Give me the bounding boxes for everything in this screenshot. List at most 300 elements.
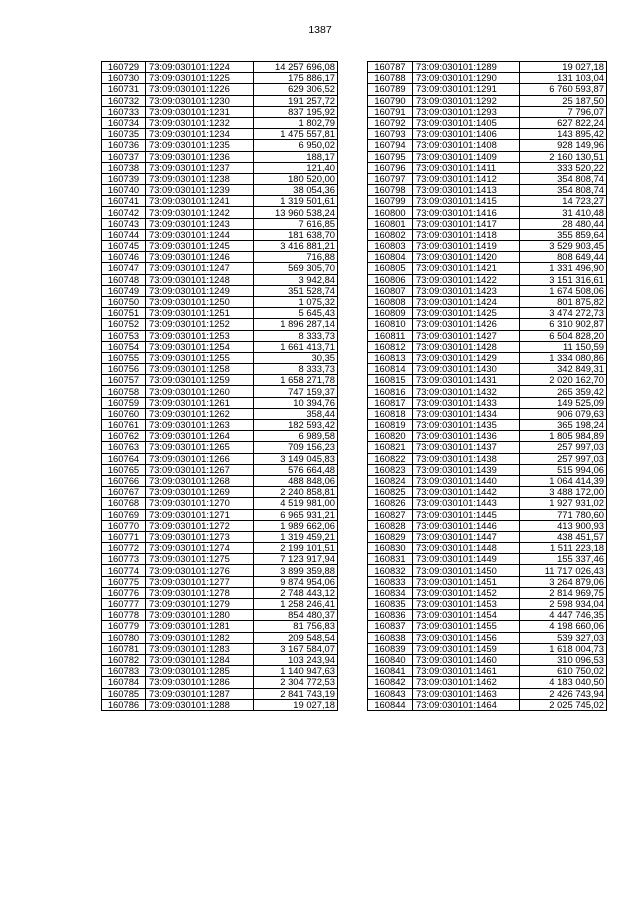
table-row	[368, 352, 607, 363]
cadastral-number-cell: 73:09:030101:1431	[413, 375, 520, 386]
value-cell: 11 717 026,43	[520, 565, 607, 576]
table-row	[368, 364, 607, 375]
cadastral-number-cell: 73:09:030101:1245	[146, 241, 254, 252]
cadastral-number-cell: 73:09:030101:1426	[413, 319, 520, 330]
value-cell: 610 750,02	[520, 666, 607, 677]
table-row	[368, 487, 607, 498]
row-number-cell: 160818	[368, 408, 413, 419]
value-cell: 31 410,48	[520, 207, 607, 218]
cadastral-number-cell: 73:09:030101:1225	[146, 73, 254, 84]
row-number-cell: 160779	[102, 621, 146, 632]
value-cell: 3 151 316,61	[520, 274, 607, 285]
table-row	[368, 185, 607, 196]
value-cell: 14 723,27	[520, 196, 607, 207]
row-number-cell: 160788	[368, 73, 413, 84]
value-cell: 5 645,43	[254, 308, 338, 319]
row-number-cell: 160756	[102, 364, 146, 375]
value-cell: 10 394,76	[254, 397, 338, 408]
table-row	[368, 196, 607, 207]
value-cell: 413 900,93	[520, 520, 607, 531]
cadastral-number-cell: 73:09:030101:1259	[146, 375, 254, 386]
table-row	[102, 252, 338, 263]
cadastral-number-cell: 73:09:030101:1271	[146, 509, 254, 520]
table-row	[102, 666, 338, 677]
cadastral-number-cell: 73:09:030101:1232	[146, 117, 254, 128]
row-number-cell: 160763	[102, 442, 146, 453]
row-number-cell: 160824	[368, 475, 413, 486]
row-number-cell: 160771	[102, 531, 146, 542]
value-cell: 1 319 459,21	[254, 531, 338, 542]
table-row	[368, 319, 607, 330]
value-cell: 906 079,63	[520, 408, 607, 419]
cadastral-number-cell: 73:09:030101:1409	[413, 151, 520, 162]
cadastral-number-cell: 73:09:030101:1423	[413, 285, 520, 296]
cadastral-number-cell: 73:09:030101:1408	[413, 140, 520, 151]
row-number-cell: 160778	[102, 610, 146, 621]
row-number-cell: 160791	[368, 106, 413, 117]
cadastral-number-cell: 73:09:030101:1422	[413, 274, 520, 285]
cadastral-number-cell: 73:09:030101:1420	[413, 252, 520, 263]
cadastral-number-cell: 73:09:030101:1248	[146, 274, 254, 285]
table-row	[102, 599, 338, 610]
table-row	[102, 576, 338, 587]
table-row	[368, 442, 607, 453]
row-number-cell: 160822	[368, 453, 413, 464]
table-row	[368, 73, 607, 84]
table-row	[368, 699, 607, 710]
table-row	[368, 218, 607, 229]
table-row	[102, 117, 338, 128]
table-row	[368, 252, 607, 263]
table-row	[102, 408, 338, 419]
row-number-cell: 160806	[368, 274, 413, 285]
row-number-cell: 160768	[102, 498, 146, 509]
row-number-cell: 160750	[102, 296, 146, 307]
table-row	[368, 621, 607, 632]
row-number-cell: 160746	[102, 252, 146, 263]
table-row	[102, 129, 338, 140]
cadastral-number-cell: 73:09:030101:1234	[146, 129, 254, 140]
row-number-cell: 160815	[368, 375, 413, 386]
value-cell: 28 480,44	[520, 218, 607, 229]
value-cell: 2 025 745,02	[520, 699, 607, 710]
value-cell: 354 808,74	[520, 173, 607, 184]
table-row	[368, 207, 607, 218]
cadastral-number-cell: 73:09:030101:1456	[413, 632, 520, 643]
cadastral-number-cell: 73:09:030101:1254	[146, 341, 254, 352]
cadastral-number-cell: 73:09:030101:1269	[146, 487, 254, 498]
value-cell: 4 519 981,00	[254, 498, 338, 509]
value-cell: 2 748 443,12	[254, 587, 338, 598]
cadastral-number-cell: 73:09:030101:1425	[413, 308, 520, 319]
row-number-cell: 160782	[102, 654, 146, 665]
row-number-cell: 160797	[368, 173, 413, 184]
table-row	[368, 62, 607, 73]
value-cell: 1 927 931,02	[520, 498, 607, 509]
value-cell: 1 331 496,90	[520, 263, 607, 274]
table-row	[102, 610, 338, 621]
left-register-body	[102, 62, 338, 711]
table-row	[102, 520, 338, 531]
row-number-cell: 160735	[102, 129, 146, 140]
table-row	[368, 285, 607, 296]
table-row	[368, 420, 607, 431]
cadastral-number-cell: 73:09:030101:1439	[413, 464, 520, 475]
row-number-cell: 160740	[102, 185, 146, 196]
cadastral-number-cell: 73:09:030101:1231	[146, 106, 254, 117]
row-number-cell: 160810	[368, 319, 413, 330]
cadastral-number-cell: 73:09:030101:1455	[413, 621, 520, 632]
row-number-cell: 160825	[368, 487, 413, 498]
value-cell: 2 199 101,51	[254, 543, 338, 554]
value-cell: 351 528,74	[254, 285, 338, 296]
row-number-cell: 160790	[368, 95, 413, 106]
row-number-cell: 160752	[102, 319, 146, 330]
value-cell: 2 598 934,04	[520, 599, 607, 610]
value-cell: 4 183 040,50	[520, 677, 607, 688]
row-number-cell: 160749	[102, 285, 146, 296]
row-number-cell: 160844	[368, 699, 413, 710]
table-row	[102, 229, 338, 240]
cadastral-number-cell: 73:09:030101:1427	[413, 330, 520, 341]
row-number-cell: 160838	[368, 632, 413, 643]
row-number-cell: 160762	[102, 431, 146, 442]
table-row	[368, 173, 607, 184]
cadastral-number-cell: 73:09:030101:1434	[413, 408, 520, 419]
table-row	[368, 308, 607, 319]
row-number-cell: 160830	[368, 543, 413, 554]
table-row	[368, 408, 607, 419]
cadastral-number-cell: 73:09:030101:1435	[413, 420, 520, 431]
row-number-cell: 160842	[368, 677, 413, 688]
value-cell: 143 895,42	[520, 129, 607, 140]
row-number-cell: 160742	[102, 207, 146, 218]
row-number-cell: 160744	[102, 229, 146, 240]
value-cell: 928 149,96	[520, 140, 607, 151]
table-row	[102, 531, 338, 542]
cadastral-number-cell: 73:09:030101:1289	[413, 62, 520, 73]
cadastral-number-cell: 73:09:030101:1440	[413, 475, 520, 486]
value-cell: 3 416 881,21	[254, 241, 338, 252]
cadastral-number-cell: 73:09:030101:1284	[146, 654, 254, 665]
cadastral-number-cell: 73:09:030101:1244	[146, 229, 254, 240]
row-number-cell: 160745	[102, 241, 146, 252]
row-number-cell: 160837	[368, 621, 413, 632]
value-cell: 1 511 223,18	[520, 543, 607, 554]
table-row	[368, 330, 607, 341]
row-number-cell: 160733	[102, 106, 146, 117]
table-row	[102, 621, 338, 632]
value-cell: 180 520,00	[254, 173, 338, 184]
table-row	[368, 341, 607, 352]
row-number-cell: 160843	[368, 688, 413, 699]
cadastral-number-cell: 73:09:030101:1429	[413, 352, 520, 363]
table-row	[368, 587, 607, 598]
cadastral-number-cell: 73:09:030101:1448	[413, 543, 520, 554]
table-row	[368, 162, 607, 173]
table-row	[102, 487, 338, 498]
cadastral-number-cell: 73:09:030101:1252	[146, 319, 254, 330]
cadastral-number-cell: 73:09:030101:1239	[146, 185, 254, 196]
value-cell: 1 475 557,81	[254, 129, 338, 140]
value-cell: 709 156,23	[254, 442, 338, 453]
row-number-cell: 160757	[102, 375, 146, 386]
value-cell: 81 756,83	[254, 621, 338, 632]
cadastral-number-cell: 73:09:030101:1437	[413, 442, 520, 453]
cadastral-number-cell: 73:09:030101:1464	[413, 699, 520, 710]
row-number-cell: 160841	[368, 666, 413, 677]
row-number-cell: 160796	[368, 162, 413, 173]
value-cell: 175 886,17	[254, 73, 338, 84]
cadastral-number-cell: 73:09:030101:1279	[146, 599, 254, 610]
value-cell: 1 989 662,06	[254, 520, 338, 531]
cadastral-number-cell: 73:09:030101:1424	[413, 296, 520, 307]
row-number-cell: 160833	[368, 576, 413, 587]
row-number-cell: 160760	[102, 408, 146, 419]
table-row	[368, 397, 607, 408]
cadastral-number-cell: 73:09:030101:1238	[146, 173, 254, 184]
value-cell: 3 167 584,07	[254, 643, 338, 654]
value-cell: 1 896 287,14	[254, 319, 338, 330]
row-number-cell: 160767	[102, 487, 146, 498]
value-cell: 1 140 947,63	[254, 666, 338, 677]
row-number-cell: 160798	[368, 185, 413, 196]
cadastral-number-cell: 73:09:030101:1270	[146, 498, 254, 509]
table-row	[102, 330, 338, 341]
row-number-cell: 160729	[102, 62, 146, 73]
cadastral-number-cell: 73:09:030101:1419	[413, 241, 520, 252]
table-row	[102, 442, 338, 453]
cadastral-number-cell: 73:09:030101:1288	[146, 699, 254, 710]
row-number-cell: 160743	[102, 218, 146, 229]
value-cell: 191 257,72	[254, 95, 338, 106]
left-register-table	[101, 61, 338, 711]
row-number-cell: 160814	[368, 364, 413, 375]
row-number-cell: 160819	[368, 420, 413, 431]
cadastral-number-cell: 73:09:030101:1291	[413, 84, 520, 95]
row-number-cell: 160808	[368, 296, 413, 307]
value-cell: 1 802,79	[254, 117, 338, 128]
row-number-cell: 160730	[102, 73, 146, 84]
table-row	[102, 364, 338, 375]
row-number-cell: 160804	[368, 252, 413, 263]
table-row	[102, 308, 338, 319]
value-cell: 9 874 954,06	[254, 576, 338, 587]
row-number-cell: 160773	[102, 554, 146, 565]
cadastral-number-cell: 73:09:030101:1459	[413, 643, 520, 654]
cadastral-number-cell: 73:09:030101:1450	[413, 565, 520, 576]
cadastral-number-cell: 73:09:030101:1260	[146, 386, 254, 397]
cadastral-number-cell: 73:09:030101:1433	[413, 397, 520, 408]
row-number-cell: 160792	[368, 117, 413, 128]
row-number-cell: 160800	[368, 207, 413, 218]
table-row	[368, 386, 607, 397]
table-row	[102, 162, 338, 173]
row-number-cell: 160741	[102, 196, 146, 207]
value-cell: 103 243,94	[254, 654, 338, 665]
row-number-cell: 160840	[368, 654, 413, 665]
value-cell: 358,44	[254, 408, 338, 419]
cadastral-number-cell: 73:09:030101:1281	[146, 621, 254, 632]
row-number-cell: 160777	[102, 599, 146, 610]
row-number-cell: 160811	[368, 330, 413, 341]
row-number-cell: 160731	[102, 84, 146, 95]
row-number-cell: 160738	[102, 162, 146, 173]
cadastral-number-cell: 73:09:030101:1418	[413, 229, 520, 240]
table-row	[368, 129, 607, 140]
cadastral-number-cell: 73:09:030101:1417	[413, 218, 520, 229]
cadastral-number-cell: 73:09:030101:1226	[146, 84, 254, 95]
cadastral-number-cell: 73:09:030101:1263	[146, 420, 254, 431]
value-cell: 716,88	[254, 252, 338, 263]
cadastral-number-cell: 73:09:030101:1463	[413, 688, 520, 699]
page-number: 1387	[308, 24, 332, 36]
cadastral-number-cell: 73:09:030101:1452	[413, 587, 520, 598]
row-number-cell: 160812	[368, 341, 413, 352]
table-row	[102, 73, 338, 84]
row-number-cell: 160751	[102, 308, 146, 319]
value-cell: 265 359,42	[520, 386, 607, 397]
table-row	[368, 576, 607, 587]
table-row	[368, 531, 607, 542]
row-number-cell: 160754	[102, 341, 146, 352]
cadastral-number-cell: 73:09:030101:1230	[146, 95, 254, 106]
table-row	[368, 229, 607, 240]
value-cell: 1 658 271,78	[254, 375, 338, 386]
value-cell: 3 264 879,06	[520, 576, 607, 587]
value-cell: 19 027,18	[254, 699, 338, 710]
table-row	[368, 610, 607, 621]
table-row	[102, 241, 338, 252]
table-row	[368, 274, 607, 285]
value-cell: 771 780,60	[520, 509, 607, 520]
row-number-cell: 160820	[368, 431, 413, 442]
table-row	[368, 453, 607, 464]
value-cell: 2 304 772,53	[254, 677, 338, 688]
value-cell: 209 548,54	[254, 632, 338, 643]
table-row	[368, 296, 607, 307]
cadastral-number-cell: 73:09:030101:1261	[146, 397, 254, 408]
value-cell: 131 103,04	[520, 73, 607, 84]
cadastral-number-cell: 73:09:030101:1442	[413, 487, 520, 498]
table-row	[102, 341, 338, 352]
value-cell: 1 618 004,73	[520, 643, 607, 654]
table-row	[102, 218, 338, 229]
row-number-cell: 160766	[102, 475, 146, 486]
value-cell: 1 334 080,86	[520, 352, 607, 363]
cadastral-number-cell: 73:09:030101:1265	[146, 442, 254, 453]
row-number-cell: 160799	[368, 196, 413, 207]
cadastral-number-cell: 73:09:030101:1262	[146, 408, 254, 419]
value-cell: 19 027,18	[520, 62, 607, 73]
row-number-cell: 160828	[368, 520, 413, 531]
value-cell: 515 994,06	[520, 464, 607, 475]
cadastral-number-cell: 73:09:030101:1460	[413, 654, 520, 665]
right-register-body	[368, 62, 607, 711]
row-number-cell: 160732	[102, 95, 146, 106]
value-cell: 488 848,06	[254, 475, 338, 486]
value-cell: 155 337,46	[520, 554, 607, 565]
cadastral-number-cell: 73:09:030101:1416	[413, 207, 520, 218]
value-cell: 2 841 743,19	[254, 688, 338, 699]
cadastral-number-cell: 73:09:030101:1446	[413, 520, 520, 531]
row-number-cell: 160813	[368, 352, 413, 363]
value-cell: 8 333,73	[254, 364, 338, 375]
value-cell: 2 020 162,70	[520, 375, 607, 386]
value-cell: 6 950,02	[254, 140, 338, 151]
table-row	[102, 285, 338, 296]
table-row	[368, 520, 607, 531]
cadastral-number-cell: 73:09:030101:1251	[146, 308, 254, 319]
value-cell: 257 997,03	[520, 453, 607, 464]
value-cell: 1 661 413,71	[254, 341, 338, 352]
table-row	[368, 643, 607, 654]
value-cell: 7 123 917,94	[254, 554, 338, 565]
row-number-cell: 160755	[102, 352, 146, 363]
cadastral-number-cell: 73:09:030101:1451	[413, 576, 520, 587]
cadastral-number-cell: 73:09:030101:1447	[413, 531, 520, 542]
table-row	[102, 207, 338, 218]
value-cell: 6 310 902,87	[520, 319, 607, 330]
table-row	[102, 151, 338, 162]
cadastral-number-cell: 73:09:030101:1445	[413, 509, 520, 520]
table-row	[368, 95, 607, 106]
cadastral-number-cell: 73:09:030101:1405	[413, 117, 520, 128]
row-number-cell: 160758	[102, 386, 146, 397]
value-cell: 355 859,64	[520, 229, 607, 240]
table-row	[368, 554, 607, 565]
row-number-cell: 160769	[102, 509, 146, 520]
value-cell: 837 195,92	[254, 106, 338, 117]
value-cell: 2 426 743,94	[520, 688, 607, 699]
table-row	[368, 599, 607, 610]
cadastral-number-cell: 73:09:030101:1453	[413, 599, 520, 610]
cadastral-number-cell: 73:09:030101:1278	[146, 587, 254, 598]
row-number-cell: 160775	[102, 576, 146, 587]
value-cell: 3 474 272,73	[520, 308, 607, 319]
table-row	[102, 386, 338, 397]
cadastral-number-cell: 73:09:030101:1272	[146, 520, 254, 531]
table-row	[368, 84, 607, 95]
value-cell: 354 808,74	[520, 185, 607, 196]
value-cell: 365 198,24	[520, 420, 607, 431]
table-row	[102, 453, 338, 464]
cadastral-number-cell: 73:09:030101:1285	[146, 666, 254, 677]
cadastral-number-cell: 73:09:030101:1411	[413, 162, 520, 173]
value-cell: 182 593,42	[254, 420, 338, 431]
value-cell: 188,17	[254, 151, 338, 162]
value-cell: 8 333,73	[254, 330, 338, 341]
cadastral-number-cell: 73:09:030101:1255	[146, 352, 254, 363]
table-row	[102, 196, 338, 207]
row-number-cell: 160826	[368, 498, 413, 509]
value-cell: 2 240 858,81	[254, 487, 338, 498]
cadastral-number-cell: 73:09:030101:1247	[146, 263, 254, 274]
value-cell: 629 306,52	[254, 84, 338, 95]
table-row	[102, 319, 338, 330]
value-cell: 2 160 130,51	[520, 151, 607, 162]
row-number-cell: 160827	[368, 509, 413, 520]
value-cell: 257 997,03	[520, 442, 607, 453]
cadastral-number-cell: 73:09:030101:1242	[146, 207, 254, 218]
table-row	[368, 117, 607, 128]
table-row	[368, 688, 607, 699]
cadastral-number-cell: 73:09:030101:1267	[146, 464, 254, 475]
value-cell: 7 616,85	[254, 218, 338, 229]
value-cell: 3 488 172,00	[520, 487, 607, 498]
value-cell: 4 198 660,06	[520, 621, 607, 632]
cadastral-number-cell: 73:09:030101:1290	[413, 73, 520, 84]
